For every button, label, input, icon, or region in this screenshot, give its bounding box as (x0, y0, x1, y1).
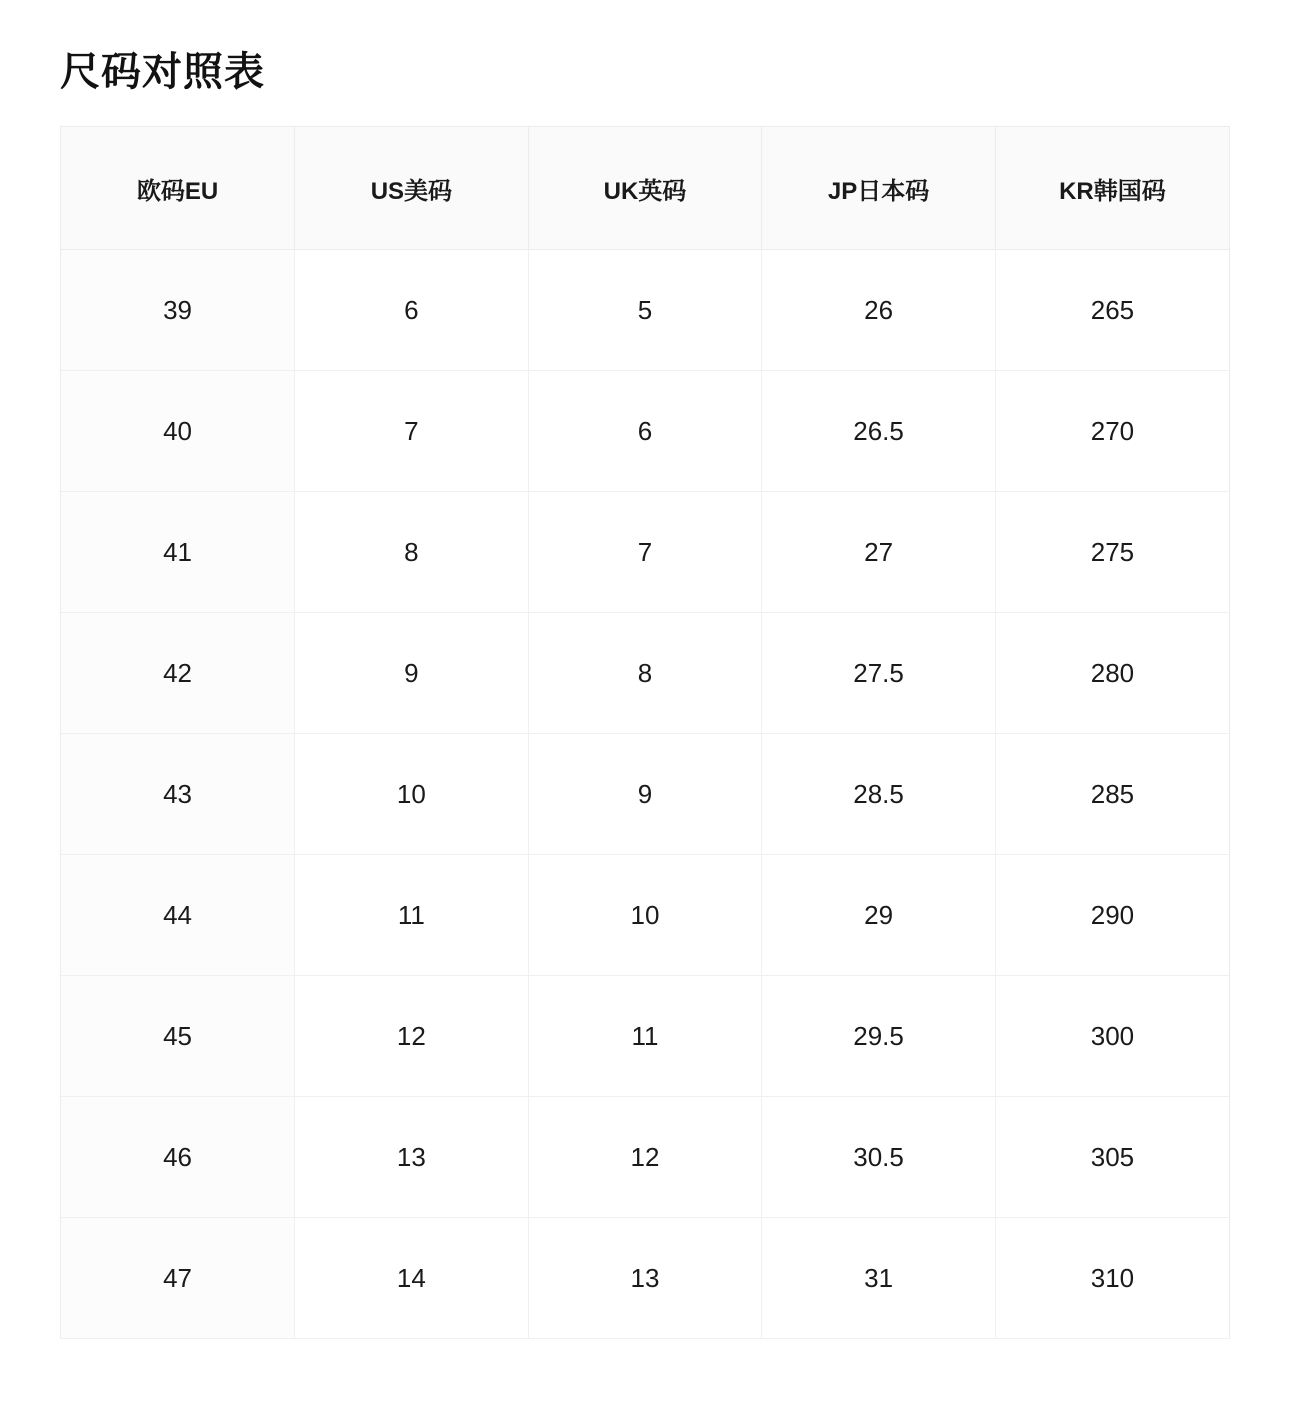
table-row (61, 976, 1229, 1097)
table-cell: 305 (995, 1097, 1229, 1218)
table-row (61, 855, 1229, 976)
table-cell: 5 (528, 250, 762, 371)
size-table-container (60, 126, 1230, 1339)
column-header: JP日本码 (762, 127, 996, 250)
table-cell: 26.5 (762, 371, 996, 492)
table-cell: 41 (61, 492, 295, 613)
table-cell: 13 (295, 1097, 529, 1218)
table-cell: 40 (61, 371, 295, 492)
table-cell: 290 (995, 855, 1229, 976)
table-cell: 265 (995, 250, 1229, 371)
table-cell: 45 (61, 976, 295, 1097)
table-cell: 14 (295, 1218, 529, 1339)
column-header: 欧码EU (61, 127, 295, 250)
table-cell: 11 (295, 855, 529, 976)
table-cell: 26 (762, 250, 996, 371)
table-cell: 8 (295, 492, 529, 613)
column-header: US美码 (295, 127, 529, 250)
table-cell: 43 (61, 734, 295, 855)
table-cell: 11 (528, 976, 762, 1097)
table-cell: 270 (995, 371, 1229, 492)
table-cell: 31 (762, 1218, 996, 1339)
table-cell: 27 (762, 492, 996, 613)
table-row (61, 613, 1229, 734)
table-cell: 47 (61, 1218, 295, 1339)
table-row (61, 371, 1229, 492)
table-cell: 46 (61, 1097, 295, 1218)
table-row (61, 250, 1229, 371)
table-header-row (61, 127, 1229, 250)
table-body (61, 250, 1229, 1339)
table-cell: 29 (762, 855, 996, 976)
table-cell: 8 (528, 613, 762, 734)
table-cell: 7 (528, 492, 762, 613)
column-header: KR韩国码 (995, 127, 1229, 250)
table-cell: 285 (995, 734, 1229, 855)
table-cell: 310 (995, 1218, 1229, 1339)
table-cell: 28.5 (762, 734, 996, 855)
table-cell: 275 (995, 492, 1229, 613)
table-header (61, 127, 1229, 250)
table-cell: 30.5 (762, 1097, 996, 1218)
table-row (61, 734, 1229, 855)
table-cell: 13 (528, 1218, 762, 1339)
table-cell: 12 (528, 1097, 762, 1218)
table-row (61, 1097, 1229, 1218)
table-cell: 29.5 (762, 976, 996, 1097)
table-cell: 27.5 (762, 613, 996, 734)
table-cell: 7 (295, 371, 529, 492)
table-cell: 6 (295, 250, 529, 371)
table-cell: 280 (995, 613, 1229, 734)
column-header: UK英码 (528, 127, 762, 250)
table-row (61, 492, 1229, 613)
table-row (61, 1218, 1229, 1339)
table-cell: 6 (528, 371, 762, 492)
table-cell: 10 (528, 855, 762, 976)
size-chart-page (0, 48, 1290, 1339)
table-cell: 10 (295, 734, 529, 855)
page-title: 尺码对照表 (60, 50, 265, 94)
table-cell: 300 (995, 976, 1229, 1097)
table-cell: 9 (528, 734, 762, 855)
table-cell: 44 (61, 855, 295, 976)
table-cell: 9 (295, 613, 529, 734)
table-cell: 42 (61, 613, 295, 734)
table-cell: 39 (61, 250, 295, 371)
table-cell: 12 (295, 976, 529, 1097)
size-conversion-table (61, 127, 1229, 1339)
